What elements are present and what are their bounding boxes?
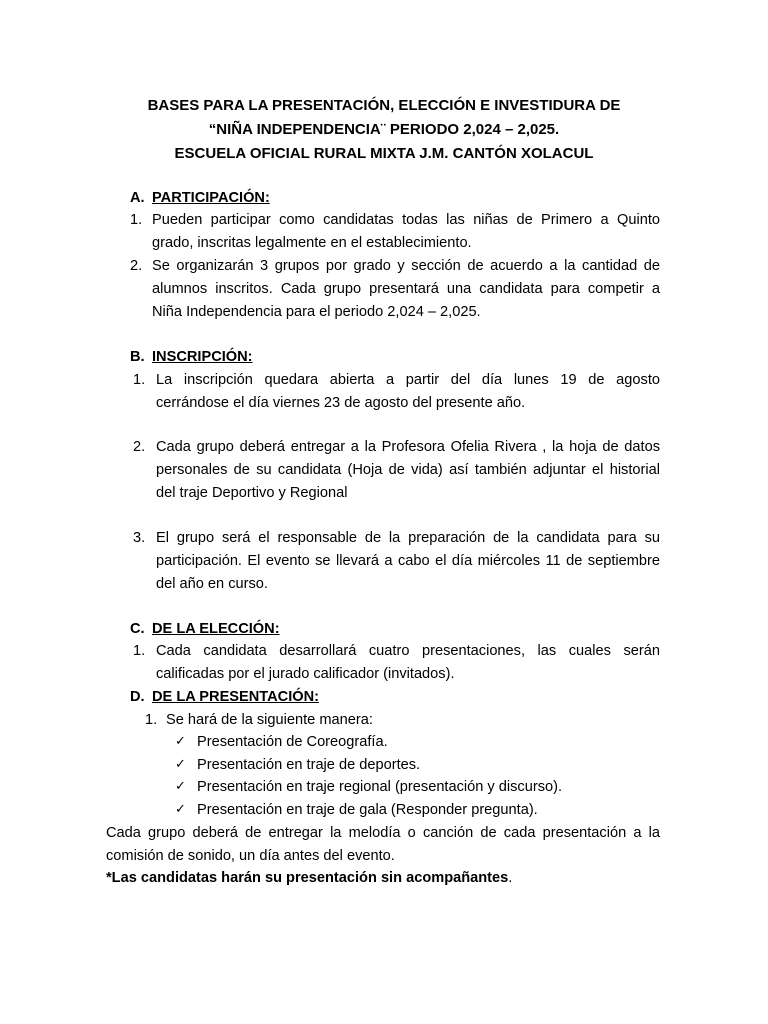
section-b-item2-line1: Cada grupo deberá entregar a la Profesora Ofelia Rivera , la hoja de datos bbox=[156, 439, 660, 455]
check-item-4: Presentación en traje de gala (Responder pregunta). bbox=[197, 802, 538, 818]
closing-line2: comisión de sonido, un día antes del evento. bbox=[106, 848, 395, 864]
section-b-item3-line2: participación. El evento se llevará a cabo el día miércoles 11 de septiembre bbox=[156, 553, 660, 569]
document-title-line2: “NIÑA INDEPENDENCIA¨ PERIODO 2,024 – 2,025. bbox=[208, 121, 560, 138]
section-d-item1-number: 1. bbox=[145, 712, 158, 728]
section-a-letter: A. bbox=[130, 190, 145, 206]
section-a-item2-line1: Se organizarán 3 grupos por grado y sección de acuerdo a la cantidad de bbox=[152, 258, 660, 274]
checkmark-icon: ✓ bbox=[175, 802, 186, 817]
section-a-item2-number: 2. bbox=[130, 258, 143, 274]
section-b-item2-number: 2. bbox=[133, 439, 146, 455]
section-a-item2-line2: alumnos inscritos. Cada grupo presentará una candidata para competir a bbox=[152, 281, 660, 297]
section-d-title: DE LA PRESENTACIÓN: bbox=[152, 689, 320, 705]
section-b-item1-line1: La inscripción quedara abierta a partir del día lunes 19 de agosto bbox=[156, 372, 660, 388]
closing-line1: Cada grupo deberá de entregar la melodía o canción de cada presentación a la bbox=[106, 825, 660, 841]
section-c-letter: C. bbox=[130, 621, 145, 637]
closing-note-bold: *Las candidatas harán su presentación sin acompañantes bbox=[106, 870, 509, 886]
section-b-letter: B. bbox=[130, 349, 145, 365]
section-c-item1-line2: calificadas por el jurado calificador (invitados). bbox=[156, 666, 455, 682]
checkmark-icon: ✓ bbox=[175, 757, 186, 772]
section-a-item1-line2: grado, inscritas legalmente en el establecimiento. bbox=[152, 235, 472, 251]
section-a-item1-number: 1. bbox=[130, 212, 143, 228]
check-item-1: Presentación de Coreografía. bbox=[197, 734, 388, 750]
section-c-item1-line1: Cada candidata desarrollará cuatro presentaciones, las cuales serán bbox=[156, 643, 660, 659]
section-b-item1-line2: cerrándose el día viernes 23 de agosto del presente año. bbox=[156, 395, 526, 411]
closing-note-end: . bbox=[508, 870, 513, 886]
check-item-2: Presentación en traje de deportes. bbox=[197, 757, 421, 773]
section-b-item3-line3: del año en curso. bbox=[156, 576, 268, 592]
closing-note bbox=[106, 870, 512, 886]
section-d-item1-text: Se hará de la siguiente manera: bbox=[166, 712, 373, 728]
section-b-item3-line1: El grupo será el responsable de la preparación de la candidata para su bbox=[156, 530, 660, 546]
section-b-item3-number: 3. bbox=[133, 530, 146, 546]
checkmark-icon: ✓ bbox=[175, 734, 186, 749]
section-b-item1-number: 1. bbox=[133, 372, 146, 388]
section-b-title: INSCRIPCIÓN: bbox=[152, 349, 253, 365]
section-a-title: PARTICIPACIÓN: bbox=[152, 190, 270, 206]
check-item-3: Presentación en traje regional (presentación y discurso). bbox=[197, 779, 563, 795]
section-b-item2-line2: personales de su candidata (Hoja de vida) así también adjuntar el historial bbox=[156, 462, 660, 478]
checkmark-icon: ✓ bbox=[175, 779, 186, 794]
document-title-line3: ESCUELA OFICIAL RURAL MIXTA J.M. CANTÓN XOLACUL bbox=[174, 145, 594, 162]
section-c-item1-number: 1. bbox=[133, 643, 146, 659]
section-d-letter: D. bbox=[130, 689, 145, 705]
section-a-item2-line3: Niña Independencia para el periodo 2,024 – 2,025. bbox=[152, 304, 481, 320]
section-c-title: DE LA ELECCIÓN: bbox=[152, 621, 280, 637]
section-a-item1-line1: Pueden participar como candidatas todas las niñas de Primero a Quinto bbox=[152, 212, 660, 228]
document-title-line1: BASES PARA LA PRESENTACIÓN, ELECCIÓN E INVESTIDURA DE bbox=[147, 97, 621, 114]
section-b-item2-line3: del traje Deportivo y Regional bbox=[156, 485, 348, 501]
